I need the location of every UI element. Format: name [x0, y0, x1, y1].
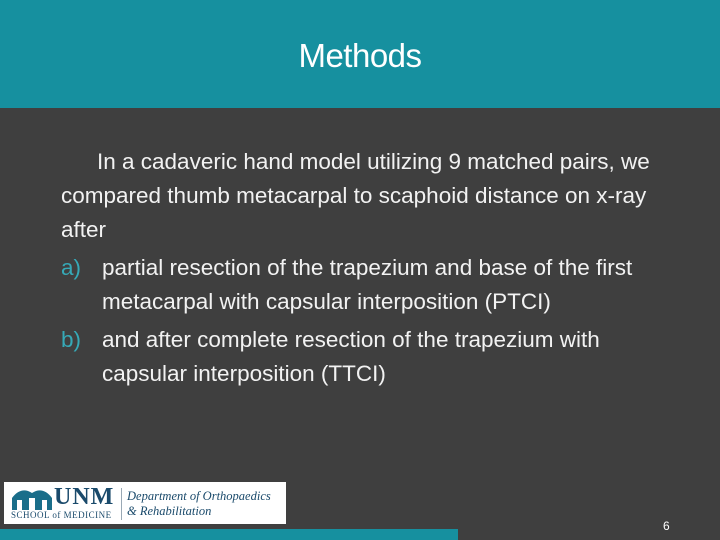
- list-item-b: [61, 323, 691, 391]
- title-bar: [0, 0, 720, 108]
- slide-content: [61, 145, 691, 395]
- list-marker: a): [61, 255, 82, 280]
- bottom-accent-bar: [0, 529, 458, 540]
- department-line-1: Department of Orthopaedics: [127, 489, 271, 503]
- unm-logo: [4, 482, 286, 524]
- school-of-medicine: SCHOOL of MEDICINE: [11, 510, 112, 520]
- list-item-text: partial resection of the trapezium and base of the first metacarpal with capsular interposition (PTCI): [102, 255, 633, 314]
- list-item-a: [61, 251, 691, 319]
- unm-wordmark: UNM: [54, 484, 115, 510]
- list-item-text: and after complete resection of the trapezium with capsular interposition (TTCI): [102, 327, 600, 386]
- unm-building-icon: [9, 484, 55, 512]
- logo-divider: [121, 488, 122, 520]
- slide-title: Methods: [298, 37, 422, 74]
- list-marker: b): [61, 327, 82, 352]
- department-line-2: & Rehabilitation: [127, 504, 212, 518]
- page-number: 6: [663, 519, 670, 533]
- intro-paragraph: In a cadaveric hand model utilizing 9 matched pairs, we compared thumb metacarpal to scaphoid distance on x-ray after: [61, 149, 650, 242]
